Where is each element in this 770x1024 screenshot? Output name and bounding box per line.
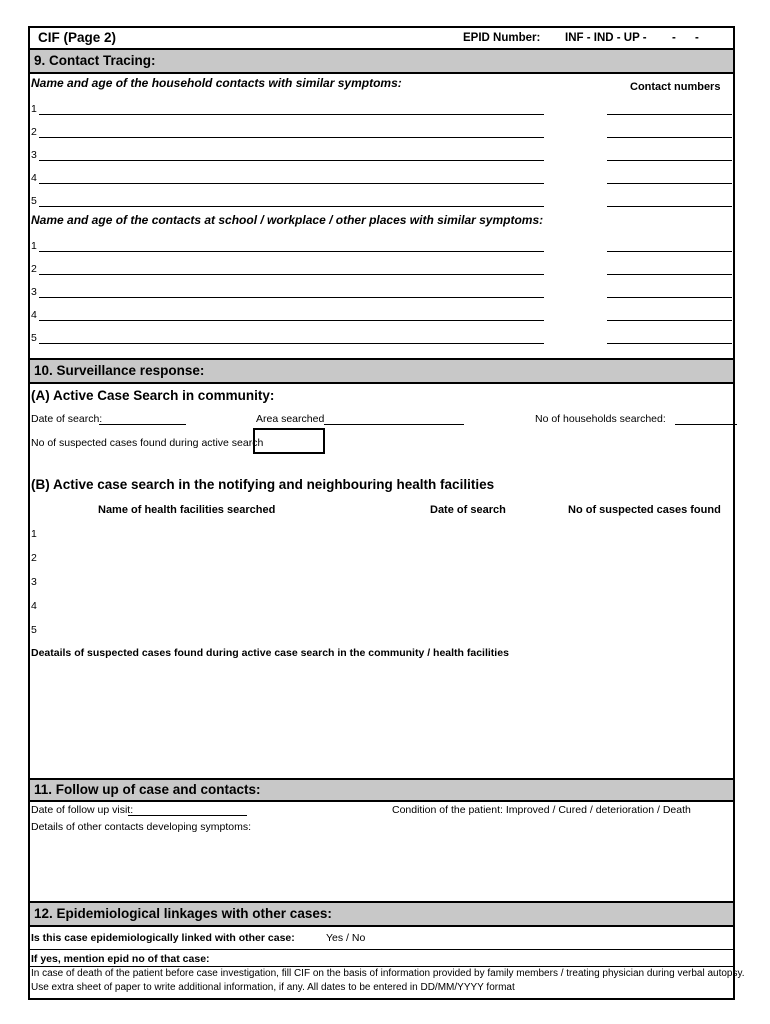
school-contact-contact-number-field[interactable]	[607, 343, 732, 344]
school-contact-contact-number-field[interactable]	[607, 251, 732, 252]
school-contact-name-age-field[interactable]	[39, 320, 544, 321]
suspected-cases-details-area[interactable]	[35, 662, 729, 774]
household-contact-contact-number-field[interactable]	[607, 160, 732, 161]
health-facility-row-number: 1	[31, 528, 37, 540]
school-contact-name-age-field[interactable]	[39, 251, 544, 252]
patient-condition-label: Condition of the patient: Improved / Cured / deterioration / Death	[392, 804, 691, 816]
footer-note-death: In case of death of the patient before case investigation, fill CIF on the basis of information provided by family members / treating physician during verbal autopsy.	[31, 968, 745, 979]
school-contact-contact-number-field[interactable]	[607, 320, 732, 321]
epid-separator: -	[672, 32, 676, 44]
date-of-search-label: Date of search:	[31, 413, 103, 425]
household-contact-contact-number-field[interactable]	[607, 183, 732, 184]
divider	[30, 966, 733, 967]
contact-numbers-label: Contact numbers	[630, 81, 721, 93]
active-case-search-facilities-title: (B) Active case search in the notifying and neighbouring health facilities	[31, 477, 495, 492]
household-contact-row-number: 3	[31, 149, 37, 161]
school-contact-row-number: 5	[31, 332, 37, 344]
col-date-of-search: Date of search	[430, 504, 506, 516]
health-facility-row-number: 5	[31, 624, 37, 636]
suspected-cases-details-label: Deatails of suspected cases found during active case search in the community / health facilities	[31, 647, 509, 659]
household-contact-name-age-field[interactable]	[39, 206, 544, 207]
school-contact-row-number: 4	[31, 309, 37, 321]
footer-note-extra-sheet: Use extra sheet of paper to write additional information, if any. All dates to be entered in DD/MM/YYYY format	[31, 982, 515, 993]
household-contact-contact-number-field[interactable]	[607, 114, 732, 115]
school-contacts-label: Name and age of the contacts at school / workplace / other places with similar symptoms:	[31, 213, 544, 227]
school-contact-contact-number-field[interactable]	[607, 297, 732, 298]
section-10-header: 10. Surveillance response:	[30, 358, 733, 384]
school-contact-row-number: 3	[31, 286, 37, 298]
section-12-header: 12. Epidemiological linkages with other cases:	[30, 901, 733, 927]
household-contact-row-number: 4	[31, 172, 37, 184]
other-contacts-details-area[interactable]	[35, 836, 729, 898]
household-contact-name-age-field[interactable]	[39, 183, 544, 184]
date-followup-label: Date of follow up visit:	[31, 804, 134, 816]
epid-label: EPID Number:	[463, 32, 541, 44]
area-searched-label: Area searched	[256, 413, 325, 425]
epi-linked-options[interactable]: Yes / No	[326, 932, 366, 944]
household-contact-name-age-field[interactable]	[39, 114, 544, 115]
household-contact-contact-number-field[interactable]	[607, 137, 732, 138]
epid-of-linked-case-label: If yes, mention epid no of that case:	[31, 953, 210, 965]
household-contact-row-number: 5	[31, 195, 37, 207]
page-title: CIF (Page 2)	[38, 30, 117, 45]
suspected-cases-field[interactable]	[253, 428, 325, 454]
household-contact-row-number: 2	[31, 126, 37, 138]
household-contact-name-age-field[interactable]	[39, 137, 544, 138]
section-9-header: 9. Contact Tracing:	[30, 48, 733, 74]
col-facility-name: Name of health facilities searched	[98, 504, 276, 516]
divider	[30, 949, 733, 950]
epid-value: INF - IND - UP -	[565, 32, 647, 44]
school-contact-name-age-field[interactable]	[39, 343, 544, 344]
health-facility-row-number: 4	[31, 600, 37, 612]
col-suspected-cases: No of suspected cases found	[568, 504, 721, 516]
section-11-header: 11. Follow up of case and contacts:	[30, 778, 733, 802]
other-contacts-details-label: Details of other contacts developing symptoms:	[31, 821, 252, 833]
households-searched-field[interactable]	[675, 424, 737, 425]
school-contact-row-number: 2	[31, 263, 37, 275]
school-contact-name-age-field[interactable]	[39, 274, 544, 275]
school-contact-name-age-field[interactable]	[39, 297, 544, 298]
suspected-cases-label: No of suspected cases found during active search	[31, 437, 264, 449]
health-facility-row-number: 2	[31, 552, 37, 564]
school-contact-contact-number-field[interactable]	[607, 274, 732, 275]
date-followup-field[interactable]	[128, 815, 247, 816]
household-contact-name-age-field[interactable]	[39, 160, 544, 161]
households-searched-label: No of households searched:	[535, 413, 666, 425]
epid-separator: -	[695, 32, 699, 44]
area-searched-field[interactable]	[324, 424, 464, 425]
school-contact-row-number: 1	[31, 240, 37, 252]
epi-linked-question: Is this case epidemiologically linked with other case:	[31, 932, 295, 944]
date-of-search-field[interactable]	[99, 424, 186, 425]
household-contact-row-number: 1	[31, 103, 37, 115]
border-notch	[733, 384, 735, 404]
health-facility-row-number: 3	[31, 576, 37, 588]
household-contacts-label: Name and age of the household contacts with similar symptoms:	[31, 76, 402, 90]
active-case-search-community-title: (A) Active Case Search in community:	[31, 388, 275, 403]
household-contact-contact-number-field[interactable]	[607, 206, 732, 207]
